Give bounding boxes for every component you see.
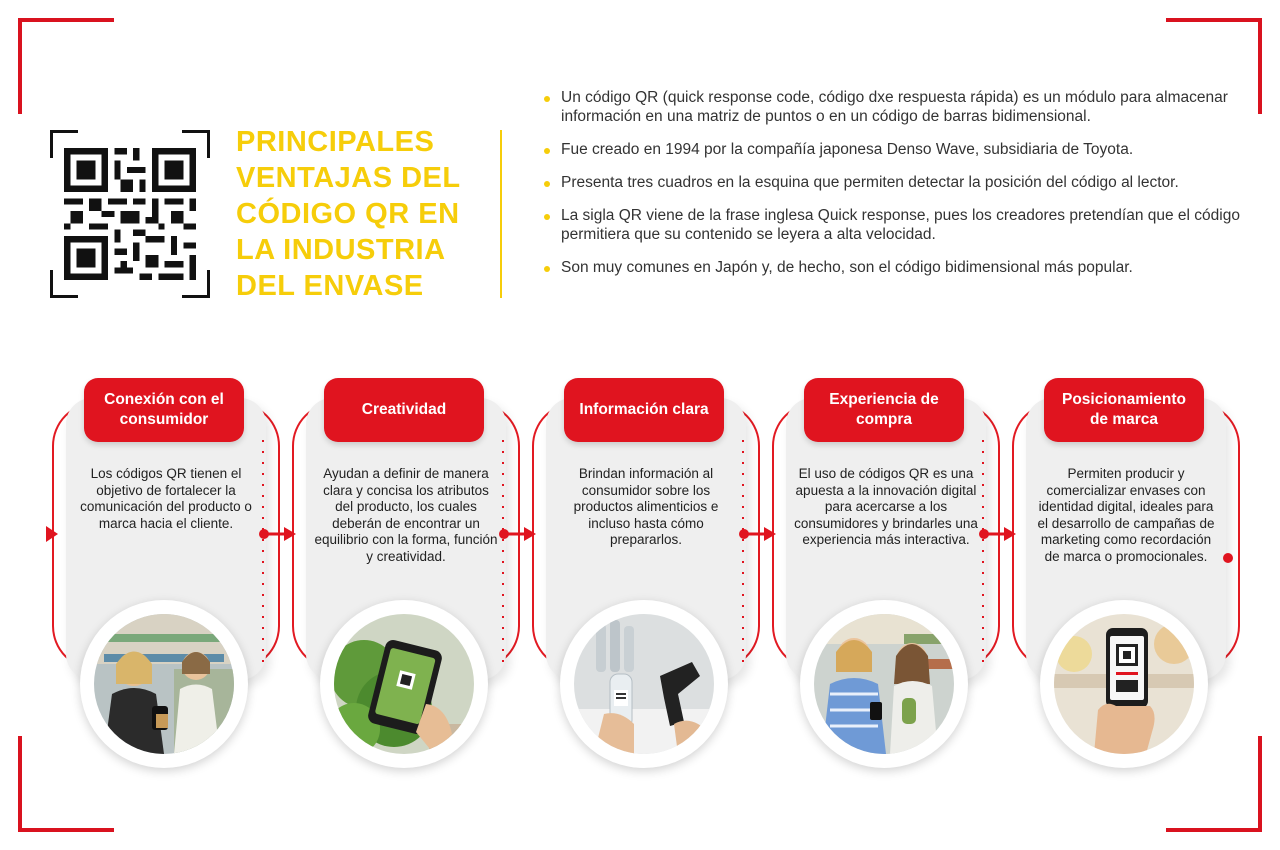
end-dot-icon [1212, 548, 1254, 568]
title-line: LA INDUSTRIA [236, 234, 446, 266]
advantage-card-consumer-connection [50, 378, 282, 778]
card-title: Creatividad [324, 378, 484, 442]
advantage-card-clear-information [530, 378, 762, 778]
phone-scanning-lettuce-photo [334, 614, 474, 754]
card-photo-frame [800, 600, 968, 768]
card-description: Permiten producir y comercializar envases con identidad digital, ideales para el desarrollo de campañas de marketing como recordación de marca o promocionales. [1037, 466, 1215, 564]
women-shopping-scan-photo [94, 614, 234, 754]
card-photo-frame [80, 600, 248, 768]
qr-code-icon [50, 130, 210, 298]
title-line: PRINCIPALES [236, 126, 435, 158]
dotted-connector [498, 440, 508, 670]
card-description: Brindan información al consumidor sobre los productos alimenticios e incluso hasta cómo prepararlos. [573, 466, 719, 547]
start-arrow-icon [36, 524, 78, 544]
dotted-connector [738, 440, 748, 670]
card-title: Conexión con el consumidor [84, 378, 244, 442]
fact-item: Fue creado en 1994 por la compañía japonesa Denso Wave, subsidiaria de Toyota. [544, 140, 1244, 159]
title-line: DEL ENVASE [236, 270, 424, 302]
fact-item: La sigla QR viene de la frase inglesa Quick response, pues los creadores pretendían que el código permitiera que su contenido se leyera a alta velocidad. [544, 206, 1244, 244]
corner-bracket-top-left [18, 18, 114, 114]
barcode-scanner-bottle-photo [574, 614, 714, 754]
fact-item: Son muy comunes en Japón y, de hecho, son el código bidimensional más popular. [544, 258, 1244, 277]
title-divider [500, 130, 502, 298]
card-title: Experiencia de compra [804, 378, 964, 442]
title-line: CÓDIGO QR EN [236, 198, 460, 230]
card-description: El uso de códigos QR es una apuesta a la innovación digital para acercarse a los consumidores y brindarles una experiencia más interactiva. [794, 466, 978, 547]
card-description: Los códigos QR tienen el objetivo de fortalecer la comunicación del producto o marca hacia el cliente. [80, 466, 252, 531]
advantage-card-shopping-experience [770, 378, 1002, 778]
card-title: Posicionamiento de marca [1044, 378, 1204, 442]
dotted-connector [978, 440, 988, 670]
page-title [236, 124, 486, 304]
card-photo-frame [1040, 600, 1208, 768]
card-photo-frame [320, 600, 488, 768]
dotted-connector [258, 440, 268, 670]
facts-list [544, 88, 1244, 291]
title-line: VENTAJAS DEL [236, 162, 461, 194]
card-photo-frame [560, 600, 728, 768]
qr-pattern [64, 144, 196, 284]
women-store-phone-photo [814, 614, 954, 754]
advantage-card-brand-positioning [1010, 378, 1242, 778]
advantage-card-creativity [290, 378, 522, 778]
hand-phone-qr-photo [1054, 614, 1194, 754]
card-title: Información clara [564, 378, 724, 442]
fact-item: Presenta tres cuadros en la esquina que permiten detectar la posición del código al lector. [544, 173, 1244, 192]
card-description: Ayudan a definir de manera clara y concisa los atributos del producto, los cuales deberán de encontrar un equilibrio con la forma, función y creatividad. [314, 466, 498, 564]
fact-item: Un código QR (quick response code, código dxe respuesta rápida) es un módulo para almacenar información en una matriz de puntos o en un código de barras bidimensional. [544, 88, 1244, 126]
